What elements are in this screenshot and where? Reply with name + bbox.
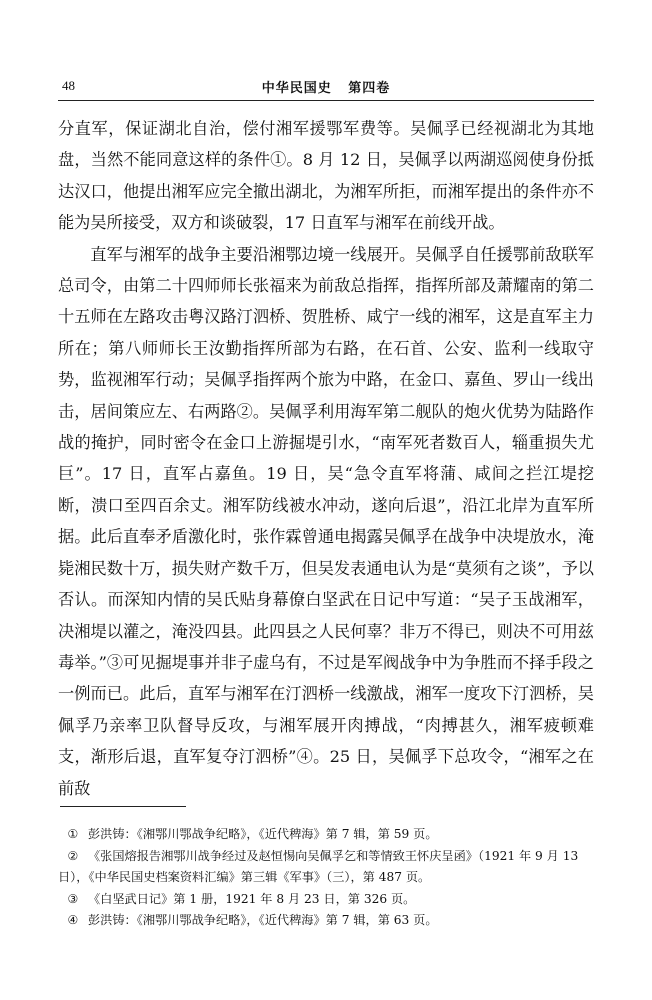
footnote <box>58 846 594 889</box>
footnote-text: 《张国熔报告湘鄂川战争经过及赵恒惕向吴佩孚乞和等情致王怀庆呈函》（1921 年 9 月 13 日），《中华民国史档案资料汇编》第三辑《军事》（三），第 487 页。 <box>58 848 579 884</box>
paragraph: 直军与湘军的战争主要沿湘鄂边境一线展开。吴佩孚自任援鄂前敌联军总司令，由第二十四师师长张福来为前敌总指挥，指挥所部及萧耀南的第二十五师在左路攻击粤汉路汀泗桥、贺胜桥、咸宁一线的湘军，这是直军主力所在；第八师师长王汝勤指挥所部为右路，在石首、公安、监利一线取守势，监视湘军行动；吴佩孚指挥两个旅为中路，在金口、嘉鱼、罗山一线出击，居间策应左、右两路②。吴佩孚利用海军第二舰队的炮火优势为陆路作战的掩护，同时密令在金口上游掘堤引水，“南军死者数百人，辎重损失尤巨”。17 日，直军占嘉鱼。19 日，吴“急令直军将蒲、咸间之拦江堤挖断，溃口至四百余丈。湘军防线被水冲动，遂向后退”，沿江北岸为直军所据。此后直奉矛盾激化时，张作霖曾通电揭露吴佩孚在战争中决堤放水，淹毙湘民数十万，损失财产数千万，但吴发表通电认为是“莫须有之谈”，予以否认。而深知内情的吴氏贴身幕僚白坚武在日记中写道：“吴子玉战湘军，决湘堤以灌之，淹没四县。此四县之人民何辜？非万不得已，则决不可用兹毒举。”③可见掘堤事并非子虚乌有，不过是军阀战争中为争胜而不择手段之一例而已。此后，直军与湘军在汀泗桥一线激战，湘军一度攻下汀泗桥，吴佩孚乃亲率卫队督导反攻，与湘军展开肉搏战，“肉搏甚久，湘军疲顿难支，渐形后退，直军复夺汀泗桥”④。25 日，吴佩孚下总攻令，“湘军之在前敌 <box>58 244 594 798</box>
footnote-text: 彭洪铸：《湘鄂川鄂战争纪略》，《近代稗海》第 7 辑，第 63 页。 <box>88 913 438 927</box>
footnote-divider <box>60 806 186 807</box>
footnote <box>58 910 594 932</box>
footnote-mark: ② <box>67 848 79 863</box>
footnote-mark: ④ <box>67 913 79 927</box>
page-number: 48 <box>62 78 75 93</box>
page-header <box>58 74 594 101</box>
footnote-mark: ③ <box>67 891 79 906</box>
footnote <box>58 889 594 911</box>
running-title: 中华民国史 第四卷 <box>261 81 391 96</box>
footnote-mark: ① <box>67 827 79 841</box>
body-text <box>58 113 594 804</box>
paragraph-continued: 分直军，保证湖北自治，偿付湘军援鄂军费等。吴佩孚已经视湖北为其地盘，当然不能同意这样的条件①。8 月 12 日，吴佩孚以两湖巡阅使身份抵达汉口，他提出湘军应完全撤出湖北，为湘军所拒，而湘军提出的条件亦不能为吴所接受，双方和谈破裂，17 日直军与湘军在前线开战。 <box>58 119 594 233</box>
footnote <box>58 824 594 846</box>
footnotes <box>58 824 594 932</box>
footnote-text: 《白坚武日记》第 1 册，1921 年 8 月 23 日，第 326 页。 <box>88 891 416 906</box>
footnote-text: 彭洪铸：《湘鄂川鄂战争纪略》，《近代稗海》第 7 辑，第 59 页。 <box>88 827 438 841</box>
